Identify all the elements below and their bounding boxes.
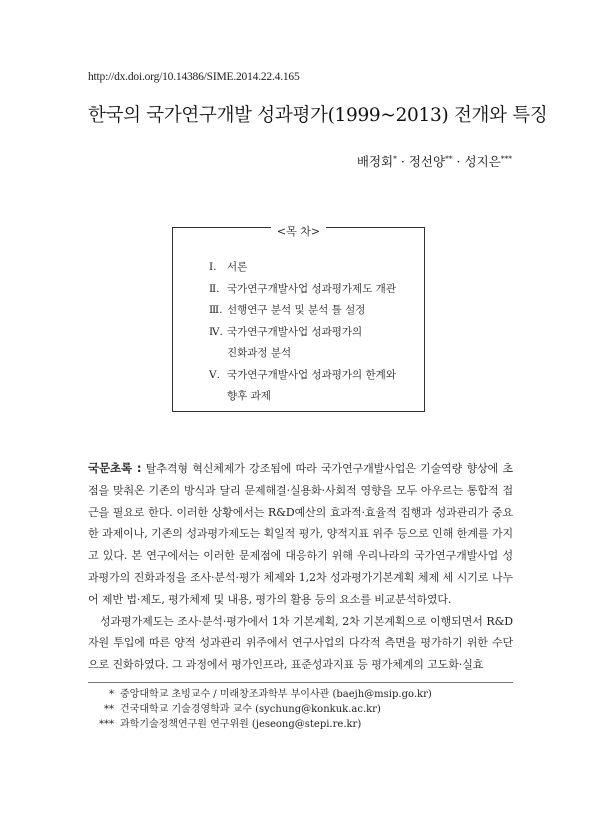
footnote-divider (88, 682, 513, 683)
toc-item-label: 선행연구 분석 및 분석 틀 설정 (227, 304, 366, 316)
toc-title: <목 차> (271, 225, 326, 238)
footnotes (88, 687, 513, 733)
author-separator: · (400, 154, 405, 169)
author-name: 정선양 (408, 154, 446, 169)
toc-item-number: Ⅱ. (209, 282, 220, 295)
abstract-paragraph (88, 458, 513, 611)
abstract-text: 탈추격형 혁신체제가 강조됨에 따라 국가연구개발사업은 기술역량 향상에 초점을 맞춰온 기존의 방식과 달리 문제해결·실용화·사회적 영향을 모두 아우르는 통합적 접근을 필요로 한다. 이러한 상황에서는 R&D예산의 효과적·효율적 집행과 성과관리가 중요한 과제이나, 기존의 성과평가제도는 획일적 평가, 양적지표 위주 등으로 인해 한계를 가지고 있다. 본 연구에서는 이러한 문제점에 대응하기 위해 우리나라의 국가연구개발사업 성과평가의 진화과정을 조사·분석·평가 체제와 1,2차 성과평가기본계획 체제 세 시기로 나누어 제반 법·제도, 평가체제 및 내용, 평가의 활용 등의 요소를 비교분석하였다. (88, 462, 513, 606)
toc-item-label: 진화과정 분석 (227, 347, 292, 359)
toc-item-continuation (209, 343, 419, 365)
author-mark: *** (500, 154, 512, 163)
footnote-text: 과학기술정책연구원 연구위원 (jeseong@stepi.re.kr) (120, 719, 362, 731)
paper-title: 한국의 국가연구개발 성과평가(1999~2013) 전개와 특징 (88, 105, 548, 126)
author-separator: · (456, 154, 461, 169)
toc-item (209, 322, 419, 344)
toc-item (209, 300, 419, 322)
author-mark: * (393, 154, 397, 163)
footnote-mark: ** (104, 704, 114, 716)
toc-list (209, 257, 419, 408)
toc-item-number: Ⅰ. (209, 261, 217, 273)
toc-item (209, 279, 419, 301)
author-list (357, 152, 512, 170)
doi-link[interactable]: http://dx.doi.org/10.14386/SIME.2014.22.4.165 (88, 71, 300, 83)
footnote-text: 건국대학교 기술경영학과 교수 (sychung@konkuk.ac.kr) (120, 704, 381, 716)
author-name: 배정회 (356, 154, 394, 169)
footnote (88, 702, 513, 717)
footnote (88, 687, 513, 702)
toc-item-label: 향후 과제 (227, 390, 271, 402)
table-of-contents (172, 227, 425, 412)
toc-item-label: 국가연구개발사업 성과평가의 한계와 (227, 368, 396, 381)
footnote-mark: * (109, 689, 114, 700)
author-name: 성지은 (464, 154, 501, 169)
toc-item (209, 257, 419, 279)
toc-item-continuation (209, 386, 419, 408)
toc-item-number: Ⅴ. (209, 368, 220, 381)
toc-item-number: Ⅲ. (209, 304, 223, 316)
toc-heading (173, 220, 424, 239)
footnote-text: 중앙대학교 초빙교수 / 미래창조과학부 부이사관 (baejh@msip.go.kr) (120, 689, 432, 700)
abstract-paragraph: 성과평가제도는 조사·분석·평가에서 1차 기본계획, 2차 기본계획으로 이행되면서 R&D자원 투입에 따른 양적 성과관리 위주에서 연구사업의 다각적 측면을 평가하기 위한 수단으로 진화하였다. 그 과정에서 평가인프라, 표준성과지표 등 평가체계의 고도화·실효 (88, 614, 513, 672)
footnote (88, 717, 513, 732)
author-mark: ** (445, 154, 453, 163)
abstract-label: 국문초록 : (88, 461, 142, 475)
toc-item (209, 365, 419, 387)
toc-item-number: Ⅳ. (209, 325, 223, 338)
toc-item-label: 국가연구개발사업 성과평가제도 개관 (227, 282, 396, 295)
toc-item-label: 국가연구개발사업 성과평가의 (227, 325, 363, 338)
footnote-mark: *** (99, 719, 114, 731)
toc-item-label: 서론 (227, 261, 248, 273)
abstract (88, 458, 513, 676)
